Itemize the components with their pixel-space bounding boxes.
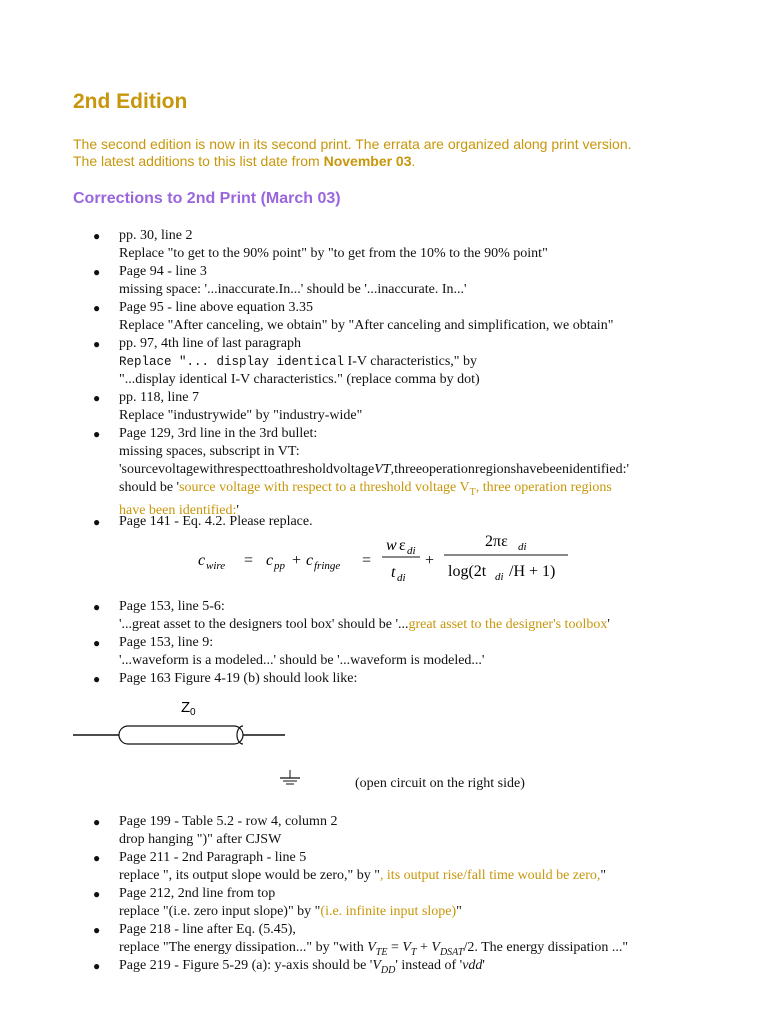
- sub-te: TE: [375, 946, 388, 958]
- item-body-correction-2: have been identified:: [119, 502, 237, 518]
- item-body-2: "...display identical I-V characteristics." (replace comma by dot): [119, 372, 480, 387]
- item-head: Page 219 - Figure 5-29 (a): y-axis should be ': [119, 958, 373, 973]
- var-v: V: [367, 940, 376, 955]
- bullet-icon: ●: [93, 887, 101, 901]
- bullet-icon: ●: [93, 923, 101, 937]
- item-body: Replace "After canceling, we obtain" by "After canceling and simplification, we obtain": [119, 318, 614, 333]
- item-head: Page 163 Figure 4-19 (b) should look like:: [119, 671, 358, 686]
- item-end: ': [482, 958, 485, 973]
- eq-di-sub-2: di: [397, 572, 406, 583]
- eq-di-sub-4: di: [495, 571, 504, 583]
- bullet-icon: ●: [93, 851, 101, 865]
- section-title: Corrections to 2nd Print (March 03): [73, 190, 341, 207]
- item-body: replace ", its output slope would be zero," by ": [119, 868, 380, 883]
- item-body-wrong-vt: VT: [374, 462, 391, 477]
- item-body-correction: source voltage with respect to a threshold voltage $V_T$, three operation regions: [179, 480, 612, 498]
- var-vdd: vdd: [462, 958, 483, 973]
- list-item: [73, 299, 733, 335]
- item-body-post: /2. The energy dissipation ...": [463, 940, 629, 955]
- item-body: '...waveform is a modeled...' should be '...waveform is modeled...': [119, 653, 485, 668]
- bullet-icon: ●: [93, 600, 101, 614]
- item-head: Page 212, 2nd line from top: [119, 886, 276, 901]
- plus-sign: +: [416, 940, 432, 955]
- eq-numerator-2: 2πε: [485, 533, 508, 550]
- z0-label: Z: [181, 699, 191, 716]
- intro-paragraph: [73, 136, 733, 170]
- eq-plus-2: +: [425, 552, 435, 569]
- item-body: replace "The energy dissipation..." by "with: [119, 940, 368, 955]
- bullet-icon: ●: [93, 959, 101, 973]
- eq-epsilon-1: ε: [399, 537, 406, 554]
- figure-4-19b: [73, 690, 393, 800]
- item-head: Page 153, line 9:: [119, 635, 214, 650]
- item-body: missing space: '...inaccurate.In...' should be '...inaccurate. In...': [119, 282, 467, 297]
- item-body-wrong-a: 'sourcevoltagewithrespecttoathresholdvoltage: [119, 462, 375, 477]
- bullet-icon: ●: [93, 337, 101, 351]
- bullet-icon: ●: [93, 515, 101, 529]
- list-item: [73, 813, 733, 849]
- item-body: replace "(i.e. zero input slope)" by ": [119, 904, 321, 919]
- list-item: [73, 957, 733, 980]
- item-body-correction: , its output rise/fall time would be zero,: [379, 868, 601, 883]
- eq-plus-1: +: [292, 552, 302, 569]
- item-body: '...great asset to the designers tool box' should be '...: [119, 617, 409, 632]
- eq-c-pp: c: [266, 552, 274, 569]
- item-body-quote: ': [236, 502, 239, 518]
- list-item: [73, 634, 733, 670]
- eq-equals-1: =: [244, 552, 254, 569]
- eq-di-sub-3: di: [518, 541, 527, 553]
- list-item: [73, 263, 733, 299]
- bullet-icon: ●: [93, 636, 101, 650]
- item-body-wrong-c: ,threeoperationregionshavebeenidentified:': [390, 462, 630, 477]
- item-body: drop hanging ")" after CJSW: [119, 832, 282, 847]
- list-item: [73, 885, 733, 921]
- item-head: Page 153, line 5-6:: [119, 599, 225, 614]
- item-body-correction: great asset to the designer's toolbox: [408, 617, 608, 632]
- eq-t: t: [391, 564, 396, 581]
- item-body-quote: ": [456, 904, 462, 919]
- bullet-icon: ●: [93, 265, 101, 279]
- list-item: [73, 849, 733, 885]
- intro-line-2-pre: The latest additions to this list date from: [73, 153, 324, 169]
- sub-dsat: DSAT: [439, 946, 464, 958]
- var-v: V: [431, 940, 440, 955]
- item-head: Page 129, 3rd line in the 3rd bullet:: [119, 426, 318, 441]
- list-item: [73, 425, 733, 520]
- item-mid: ' instead of ': [395, 958, 463, 973]
- eq-sign: =: [387, 940, 403, 955]
- eq-equals-2: =: [362, 552, 372, 569]
- bullet-icon: ●: [93, 815, 101, 829]
- equation-4-2: [198, 528, 578, 583]
- list-item: [73, 670, 733, 688]
- item-body-mono: Replace "... display identical: [119, 355, 345, 369]
- list-item: [73, 389, 733, 425]
- list-item: [73, 227, 733, 263]
- item-body: Replace "to get to the 90% point" by "to get from the 10% to the 90% point": [119, 246, 548, 261]
- item-body-quote: ": [600, 868, 607, 883]
- open-circuit-note: (open circuit on the right side): [355, 776, 525, 791]
- eq-log: log(2t: [448, 563, 487, 580]
- eq-wire-sub: wire: [206, 560, 226, 572]
- list-item: [73, 921, 733, 962]
- item-head: Page 211 - 2nd Paragraph - line 5: [119, 850, 307, 865]
- eq-pp-sub: pp: [274, 560, 285, 572]
- eq-fringe-sub: fringe: [314, 560, 341, 572]
- item-body: I-V characteristics," by: [344, 354, 478, 369]
- item-body-correction: (i.e. infinite input slope): [320, 904, 457, 919]
- list-item: [73, 335, 733, 389]
- eq-di-sub-1: di: [407, 545, 416, 557]
- eq-c-wire: c: [198, 552, 206, 569]
- item-head: Page 94 - line 3: [119, 264, 207, 279]
- item-body: Replace "industrywide" by "industry-wide": [119, 408, 363, 423]
- eq-w: w: [386, 537, 397, 554]
- eq-c-fringe: c: [306, 552, 314, 569]
- var-v: V: [402, 940, 411, 955]
- transmission-line-body: [119, 726, 243, 744]
- item-head: Page 199 - Table 5.2 - row 4, column 2: [119, 814, 338, 829]
- item-body: missing spaces, subscript in VT:: [119, 444, 300, 459]
- item-head: Page 218 - line after Eq. (5.45),: [119, 922, 296, 937]
- list-item: [73, 598, 733, 634]
- item-head: pp. 30, line 2: [119, 228, 193, 243]
- intro-line-1: The second edition is now in its second print. The errata are organized along print version.: [73, 136, 632, 152]
- sub-dd: DD: [380, 964, 396, 976]
- bullet-icon: ●: [93, 672, 101, 686]
- item-body-should-be: should be ': [119, 480, 180, 495]
- bullet-icon: ●: [93, 301, 101, 315]
- page-title: 2nd Edition: [73, 90, 188, 113]
- sub-t: T: [410, 946, 417, 958]
- item-head: pp. 97, 4th line of last paragraph: [119, 336, 301, 351]
- bullet-icon: ●: [93, 427, 101, 441]
- item-body-quote: ': [607, 617, 610, 632]
- item-head: pp. 118, line 7: [119, 390, 199, 405]
- item-head: Page 141 - Eq. 4.2. Please replace.: [119, 514, 313, 529]
- item-head: Page 95 - line above equation 3.35: [119, 300, 314, 315]
- z0-sub: 0: [190, 707, 196, 718]
- bullet-icon: ●: [93, 391, 101, 405]
- eq-log-rest: /H + 1): [509, 563, 556, 580]
- bullet-icon: ●: [93, 229, 101, 243]
- intro-date: November 03: [323, 153, 412, 169]
- var-v: V: [372, 958, 381, 973]
- intro-line-2-post: .: [411, 153, 416, 169]
